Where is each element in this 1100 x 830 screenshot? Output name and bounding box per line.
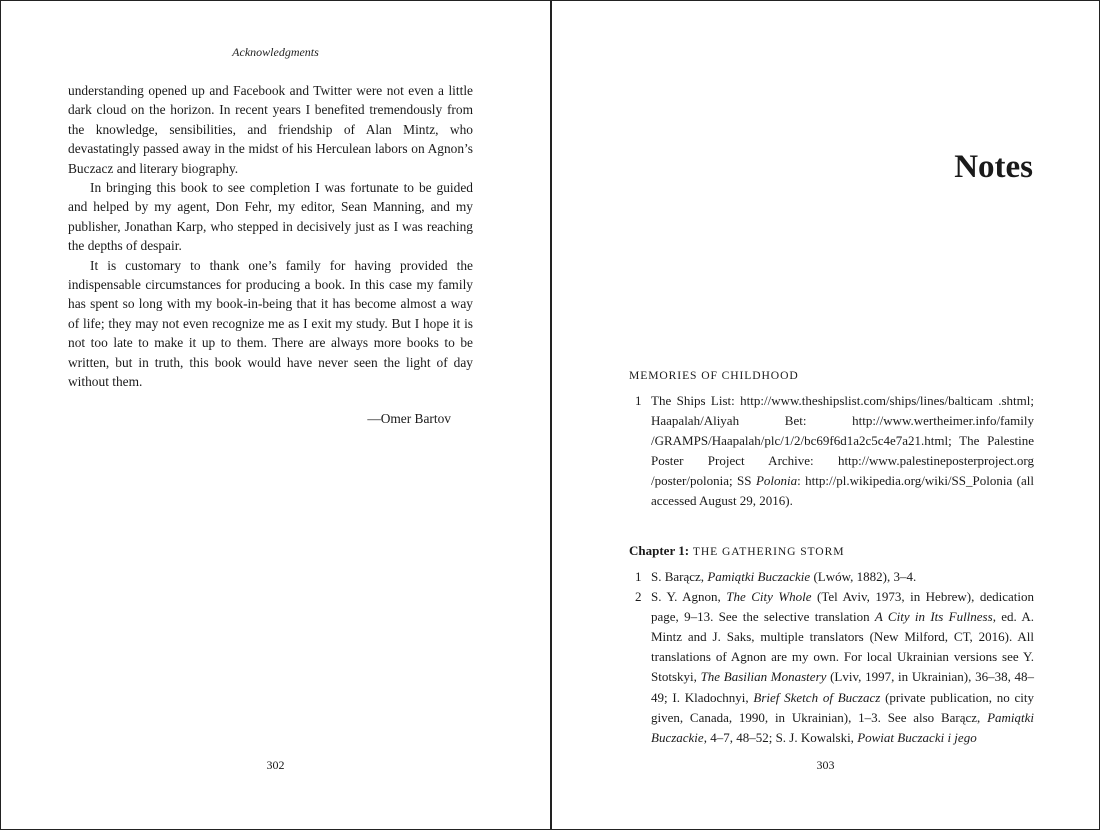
note-list <box>629 567 1034 748</box>
section-heading-text: MEMORIES OF CHILDHOOD <box>629 369 799 382</box>
paragraph: understanding opened up and Facebook and Twitter were not even a little dark cloud on the horizon. In recent years I benefited tremendously from the knowledge, sensibilities, and friendship of Alan Mintz, who devastatingly passed away in the midst of his Herculean labors on Agnon’s Buczacz and literary biography. <box>68 83 473 176</box>
italic-title: Brief Sketch of Buczacz <box>753 689 881 705</box>
italic-title: Powiat Buczacki i jego <box>857 729 977 745</box>
note-text-run: S. Y. Agnon, <box>651 589 727 605</box>
italic-title: Pamiątki Buczackie <box>651 709 1034 745</box>
left-page <box>1 1 550 829</box>
note-number: 1 <box>635 393 642 408</box>
chapter-title: THE GATHERING STORM <box>692 545 845 558</box>
note-text-run: S. Barącz, <box>651 569 708 584</box>
note-text-run: , 4–7, 48–52; S. J. Kowalski, <box>703 729 858 745</box>
page-title: Notes <box>954 149 1033 185</box>
note-item <box>629 391 1034 512</box>
right-page <box>552 1 1099 829</box>
note-text-run: (Tel Aviv, 1973, in Hebrew), dedication page, 9–13. See the selective translation <box>651 589 1034 625</box>
note-text-run: (Lwów, 1882), 3–4. <box>810 569 917 584</box>
chapter-heading <box>629 543 1034 559</box>
running-head: Acknowledgments <box>232 45 319 59</box>
note-item <box>629 587 1034 748</box>
section-heading <box>629 368 1034 383</box>
note-text <box>651 589 1034 745</box>
note-text-run: The Ships List: http://www.theshipslist.com/ships/lines/balticam .shtml; Haapalah/Aliyah Bet: http://www.wertheimer.info/family /GRAMPS/Haapalah/plc/1/2/bc69f6d1a2c5c4e7a21.html; The Palestine Poster Project Archive: http://www.palestineposterproject.org /poster/polonia; SS <box>651 393 1034 489</box>
note-text-run: , ed. A. Mintz and J. Saks, multiple translators (New Milford, CT, 2016). All translations of Agnon are my own. For local Ukrainian versions see Y. Stotskyi, <box>651 609 1034 685</box>
note-number: 2 <box>635 589 642 605</box>
note-item <box>629 567 1034 587</box>
author-signature: —Omer Bartov <box>367 411 451 426</box>
italic-title: The Basilian Monastery <box>700 669 827 685</box>
italic-title: A City in Its Fullness <box>874 609 993 625</box>
note-text-run: (private publication, no city given, Canada, 1990, in Ukrainian), 1–3. See also Barącz, <box>651 689 1035 725</box>
note-list <box>629 391 1034 512</box>
page-number: 303 <box>816 758 835 772</box>
page-number: 302 <box>266 758 285 772</box>
note-text-run: (Lviv, 1997, in Ukrainian), 36–38, 48–49; I. Kladochnyi, <box>651 669 1035 705</box>
note-text <box>651 569 916 584</box>
note-number: 1 <box>635 569 642 584</box>
italic-title: Polonia <box>755 473 798 489</box>
note-text <box>651 393 1034 508</box>
paragraph: It is customary to thank one’s family for having provided the indispensable circumstances for producing a book. In this case my family has spent so long with my book-in-being that it has become almost a way of life; they may not even recognize me as I exit my study. But I hope it is not too late to make it up to them. There are always more books to be written, but in truth, this book would have never seen the light of day without them. <box>68 257 473 390</box>
acknowledgments-body <box>68 81 473 392</box>
chapter-label: Chapter 1: <box>629 543 690 558</box>
note-text-run: : http://pl.wikipedia.org/wiki/SS_Polonia (all accessed August 29, 2016). <box>651 473 1034 509</box>
italic-title: The City Whole <box>726 589 812 605</box>
italic-title: Pamiątki Buczackie <box>707 569 811 584</box>
paragraph: In bringing this book to see completion I was fortunate to be guided and helped by my agent, Don Fehr, my editor, Sean Manning, and my publisher, Jonathan Karp, who stepped in decisively just as I was reaching the depths of despair. <box>68 180 473 254</box>
